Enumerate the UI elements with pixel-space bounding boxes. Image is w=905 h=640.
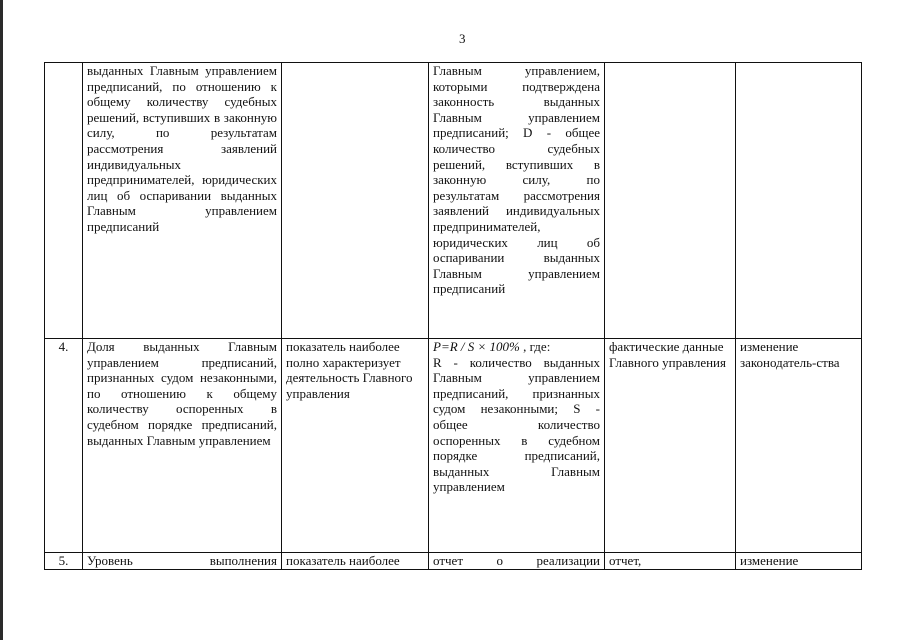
change-basis: изменение законодатель-ства [736,339,862,553]
formula-expression: P=R / S × 100% [433,339,520,354]
indicator-name-text: Уровень выполнения [87,553,277,568]
change-basis [736,63,862,339]
table-row [45,553,862,570]
formula-cell [429,553,605,570]
data-source: отчет, [605,553,736,570]
indicators-table [44,62,862,570]
formula-cell [429,63,605,339]
formula-line [433,339,600,355]
formula-text: R - количество выданных Главным управлением предписаний, признанных судом незаконными; S - общее количество оспоренных в судебном порядке предписаний, выданных Главным управлением [433,354,600,495]
row-number [45,63,83,339]
table-row [45,339,862,553]
row-number: 4. [45,339,83,553]
indicator-name: выданных Главным управлением предписаний, по отношению к общему количеству судебных решений, вступивших в законную силу, по результатам рассмотрения заявлений индивидуальных предпринимателей, юридических лиц об оспаривании выданных Главным управлением предписаний [83,63,282,339]
indicator-name: Доля выданных Главным управлением предписаний, признанных судом незаконными, по отношению к общему количеству оспоренных в судебном порядке предписаний, выданных Главным управлением [83,339,282,553]
row-number: 5. [45,553,83,570]
indicator-description [282,63,429,339]
formula-text: отчет о реализации [433,553,600,568]
page-number: 3 [459,31,466,46]
table-row [45,63,862,339]
indicator-name [83,553,282,570]
indicator-description: показатель наиболее [282,553,429,570]
change-basis: изменение [736,553,862,570]
data-source: фактические данные Главного управления [605,339,736,553]
formula-suffix: , где: [523,339,551,354]
data-source [605,63,736,339]
formula-cell [429,339,605,553]
indicator-description: показатель наиболее полно характеризует деятельность Главного управления [282,339,429,553]
formula-text: Главным управлением, которыми подтверждена законность выданных Главным управлением предписаний; D - общее количество судебных решений, вступивших в законную силу, по результатам рассмотрения заявлений индивидуальных предпринимателей, юридических лиц об оспаривании выданных Главным управлением предписаний [433,63,600,297]
page-edge [0,0,3,640]
